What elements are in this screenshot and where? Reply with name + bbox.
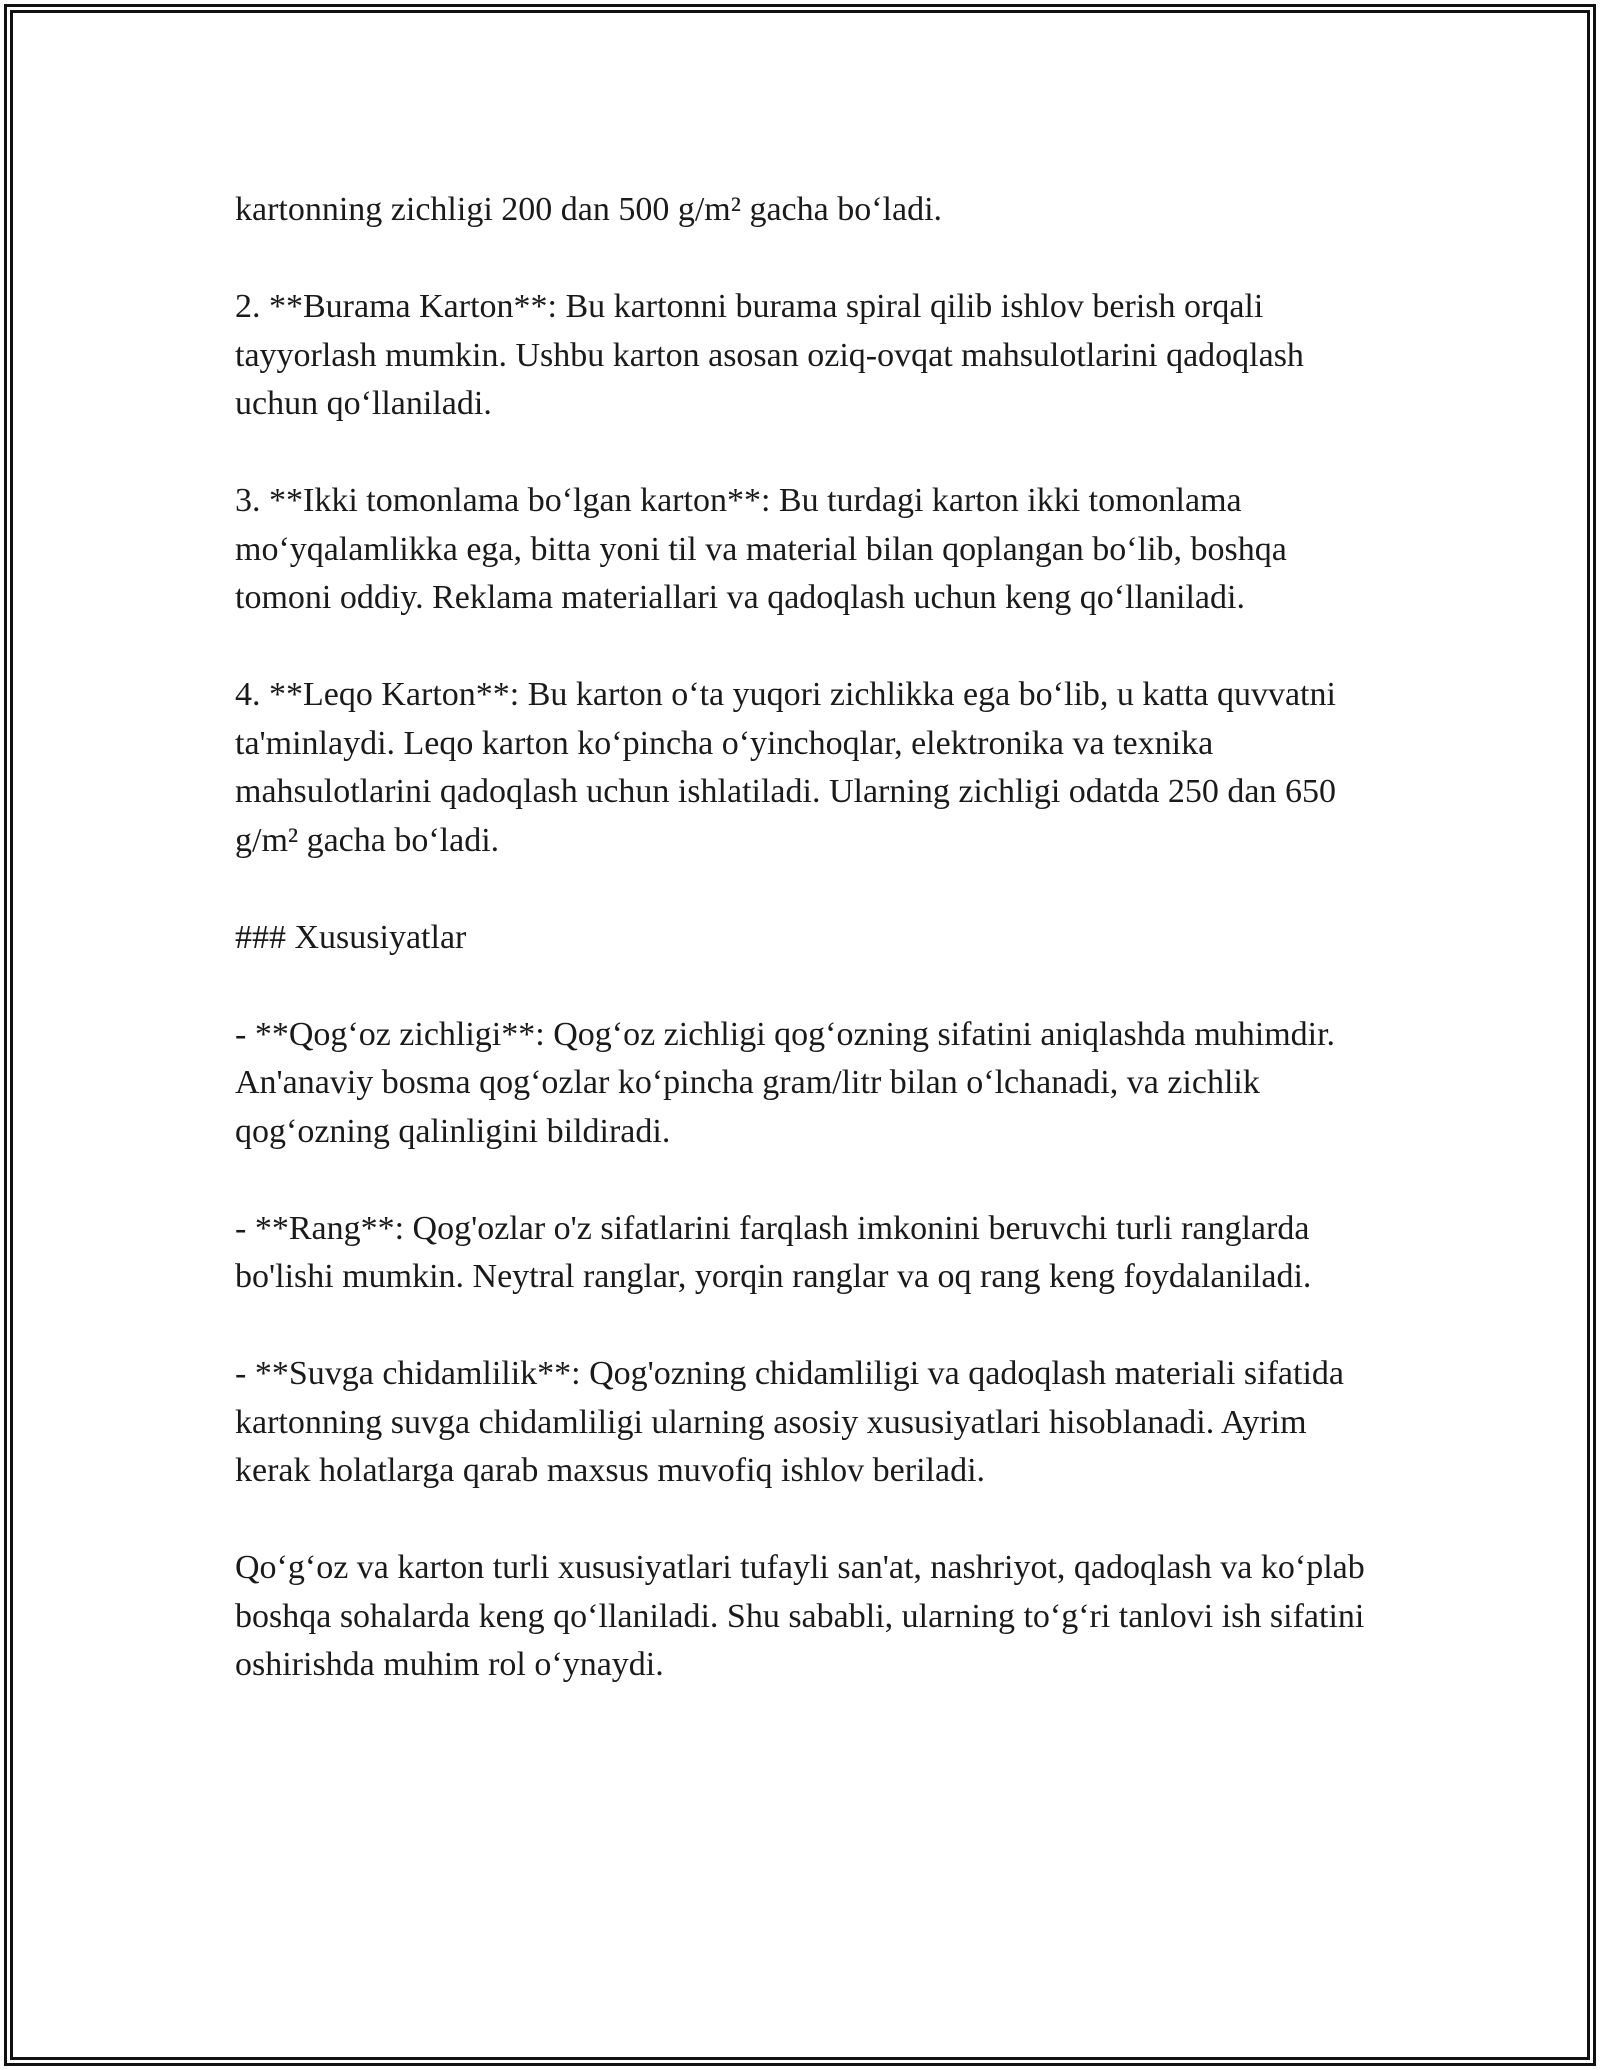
paragraph-ikki-tomonlama-karton: 3. **Ikki tomonlama bo‘lgan karton**: Bu turdagi karton ikki tomonlama mo‘yqalamlikka ega, bitta yoni til va material bilan qoplangan bo‘lib, boshqa tomoni oddiy. Reklama materiallari va qadoqlash uchun keng qo‘llaniladi. — [235, 482, 1287, 616]
paragraph-continuation: kartonning zichligi 200 dan 500 g/m² gacha bo‘ladi. — [235, 191, 943, 228]
document-body — [235, 186, 1365, 1690]
paragraph-leqo-karton: 4. **Leqo Karton**: Bu karton o‘ta yuqori zichlikka ega bo‘lib, u katta quvvatni ta'minlaydi. Leqo karton ko‘pincha o‘yinchoqlar, elektronika va texnika mahsulotlarini qadoqlash uchun ishlatiladi. Ularning zichligi odatda 250 dan 650 g/m² gacha bo‘ladi. — [235, 676, 1336, 859]
paragraph-conclusion: Qo‘g‘oz va karton turli xususiyatlari tufayli san'at, nashriyot, qadoqlash va ko‘plab boshqa sohalarda keng qo‘llaniladi. Shu sababli, ularning to‘g‘ri tanlovi ish sifatini oshirishda muhim rol o‘ynaydi. — [235, 1549, 1365, 1683]
section-heading-xususiyatlar: ### Xususiyatlar — [235, 918, 467, 956]
bullet-qogoz-zichligi: - **Qog‘oz zichligi**: Qog‘oz zichligi qog‘ozning sifatini aniqlashda muhimdir. An'anaviy bosma qog‘ozlar ko‘pincha gram/litr bilan o‘lchanadi, va zichlik qog‘ozning qalinligini bildiradi. — [235, 1015, 1336, 1150]
paragraph-burama-karton: 2. **Burama Karton**: Bu kartonni burama spiral qilib ishlov berish orqali tayyorlash mumkin. Ushbu karton asosan oziq-ovqat mahsulotlarini qadoqlash uchun qo‘llaniladi. — [235, 288, 1304, 422]
bullet-rang: - **Rang**: Qog'ozlar o'z sifatlarini farqlash imkonini beruvchi turli ranglarda bo'lishi mumkin. Neytral ranglar, yorqin ranglar va oq rang keng foydalaniladi. — [235, 1209, 1312, 1295]
bullet-suvga-chidamlilik: - **Suvga chidamlilik**: Qog'ozning chidamliligi va qadoqlash materiali sifatida kartonning suvga chidamliligi ularning asosiy xususiyatlari hisoblanadi. Ayrim kerak holatlarga qarab maxsus muvofiq ishlov beriladi. — [235, 1355, 1345, 1489]
